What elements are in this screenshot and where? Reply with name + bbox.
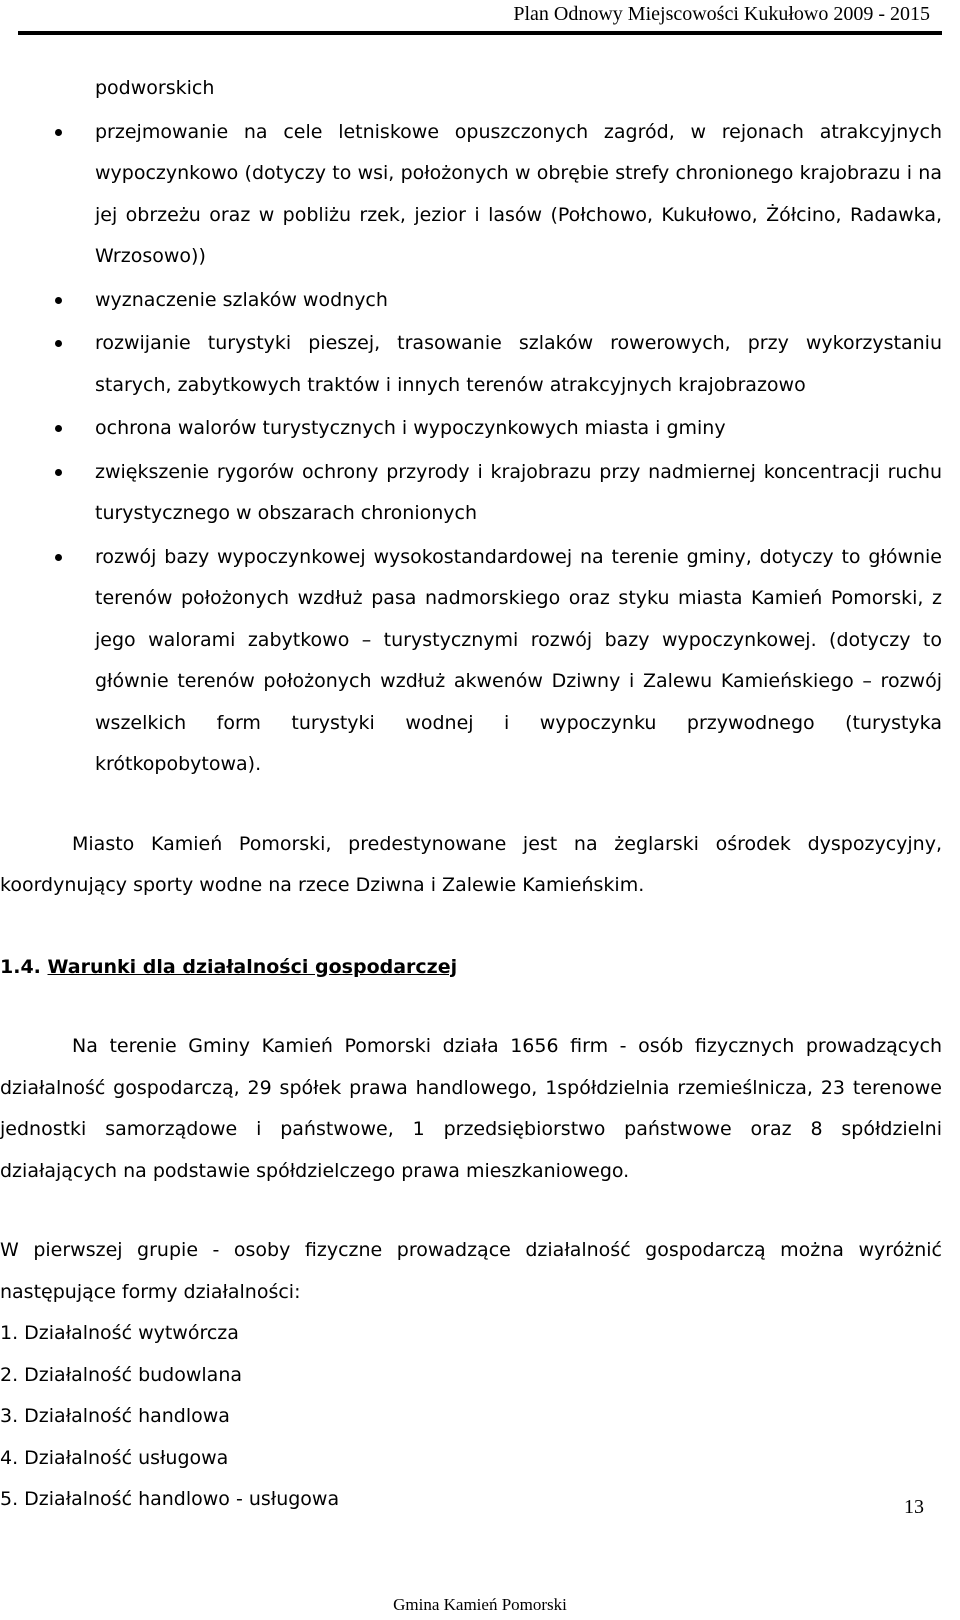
list-item-text: zwiększenie rygorów ochrony przyrody i krajobrazu przy nadmiernej koncentracji ruchu turystycznego w obszarach chronionych	[95, 460, 942, 524]
page-header	[0, 0, 960, 40]
list-item	[0, 112, 960, 278]
list-item: 3. Działalność handlowa	[0, 1405, 230, 1427]
paragraph-firms	[0, 1026, 960, 1192]
list-item	[0, 408, 960, 450]
paragraph-text: Miasto Kamień Pomorski, predestynowane jest na żeglarski ośrodek dyspozycyjny, koordynujący sporty wodne na rzece Dziwna i Zalewie Kamieńskim.	[0, 832, 942, 896]
section-heading	[0, 947, 960, 989]
list-item	[0, 68, 960, 110]
list-item: 2. Działalność budowlana	[0, 1363, 242, 1386]
list-item-text: rozwijanie turystyki pieszej, trasowanie szlaków rowerowych, przy wykorzystaniu starych, zabytkowych traktów i innych terenów atrakcyjnych krajobrazowo	[95, 332, 942, 396]
bullet-dot-icon	[55, 425, 62, 432]
section-title: Warunki dla działalności gospodarczej	[47, 955, 458, 978]
paragraph-text: Na terenie Gminy Kamień Pomorski działa 1656 firm - osób fizycznych prowadzących działalność gospodarczą, 29 spółek prawa handlowego, 1spółdzielnia rzemieślnicza, 23 terenowe jednostki samorządowe i państwowe, 1 przedsiębiorstwo państwowe oraz 8 spółdzielni działających na podstawie spółdzielczego prawa mieszkaniowego.	[0, 1035, 942, 1182]
list-item	[0, 323, 960, 406]
list-item	[0, 452, 960, 535]
bullet-dot-icon	[55, 469, 62, 476]
list-item-text: ochrona walorów turystycznych i wypoczynkowych miasta i gminy	[95, 417, 726, 439]
header-title: Plan Odnowy Miejscowości Kukułowo 2009 - 2015	[513, 3, 930, 25]
bullet-dot-icon	[55, 129, 62, 136]
document-body	[0, 68, 960, 1521]
header-rule	[18, 31, 942, 35]
list-item	[0, 280, 960, 322]
list-item: 4. Działalność usługowa	[0, 1446, 229, 1469]
list-item-text: wyznaczenie szlaków wodnych	[95, 288, 388, 311]
list-item	[0, 537, 960, 786]
list-item: 1. Działalność wytwórcza	[0, 1322, 239, 1344]
page-footer: Gmina Kamień Pomorski	[393, 1595, 567, 1614]
paragraph-text: W pierwszej grupie - osoby fizyczne prowadzące działalność gospodarczą można wyróżnić następujące formy działalności:	[0, 1239, 942, 1303]
section-number: 1.4.	[0, 955, 41, 978]
paragraph-activity-forms	[0, 1230, 960, 1313]
list-item-text: przejmowanie na cele letniskowe opuszczonych zagród, w rejonach atrakcyjnych wypoczynkowo (dotyczy to wsi, położonych w obrębie strefy chronionego krajobrazu i na jej obrzeżu oraz w pobliżu rzek, jezior i lasów (Połchowo, Kukułowo, Żółcino, Radawka, Wrzosowo))	[95, 120, 942, 267]
bullet-dot-icon	[55, 340, 62, 347]
list-item-text: podworskich	[95, 77, 215, 99]
numbered-list	[0, 1313, 960, 1521]
page-number: 13	[904, 1496, 924, 1518]
bullet-dot-icon	[55, 554, 62, 561]
list-item-text: rozwój bazy wypoczynkowej wysokostandardowej na terenie gminy, dotyczy to głównie terenów położonych wzdłuż pasa nadmorskiego oraz styku miasta Kamień Pomorski, z jego walorami zabytkowo – turystycznymi rozwój bazy wypoczynkowej. (dotyczy to głównie terenów położonych wzdłuż akwenów Dziwny i Zalewu Kamieńskiego – rozwój wszelkich form turystyki wodnej i wypoczynku przywodnego (turystyka krótkopobytowa).	[95, 545, 942, 775]
list-item: 5. Działalność handlowo - usługowa	[0, 1488, 340, 1510]
bullet-list	[0, 68, 960, 786]
bullet-dot-icon	[55, 297, 62, 304]
paragraph-kamien-sailing	[0, 824, 960, 907]
